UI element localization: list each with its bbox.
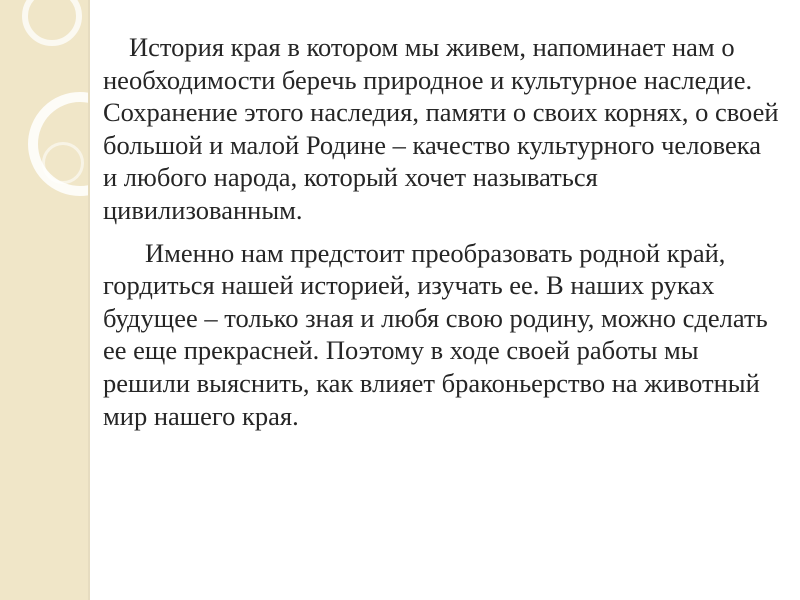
paragraph-research-goal: Именно нам предстоит преобразовать родной край, гордиться нашей историей, изучать ее. В наших руках будущее – только зная и любя свою родину, можно сделать ее еще прекрасней. Поэтому в ходе своей работы мы решили выяснить, как влияет браконьерство на животный мир нашего края.: [103, 237, 768, 431]
side-band-edge: [88, 0, 90, 600]
decorative-circle-small: [22, 0, 82, 46]
decorative-circle-faint: [42, 142, 84, 184]
paragraph-heritage: История края в котором мы живем, напоминает нам о необходимости беречь природное и культурное наследие. Сохранение этого наследия, памяти о своих корнях, о своей большой и малой Родине – качество культурного человека и любого народа, который хочет называться цивилизованным.: [103, 32, 779, 225]
decorative-side-band: [0, 0, 88, 600]
slide-body-text: [103, 31, 779, 432]
